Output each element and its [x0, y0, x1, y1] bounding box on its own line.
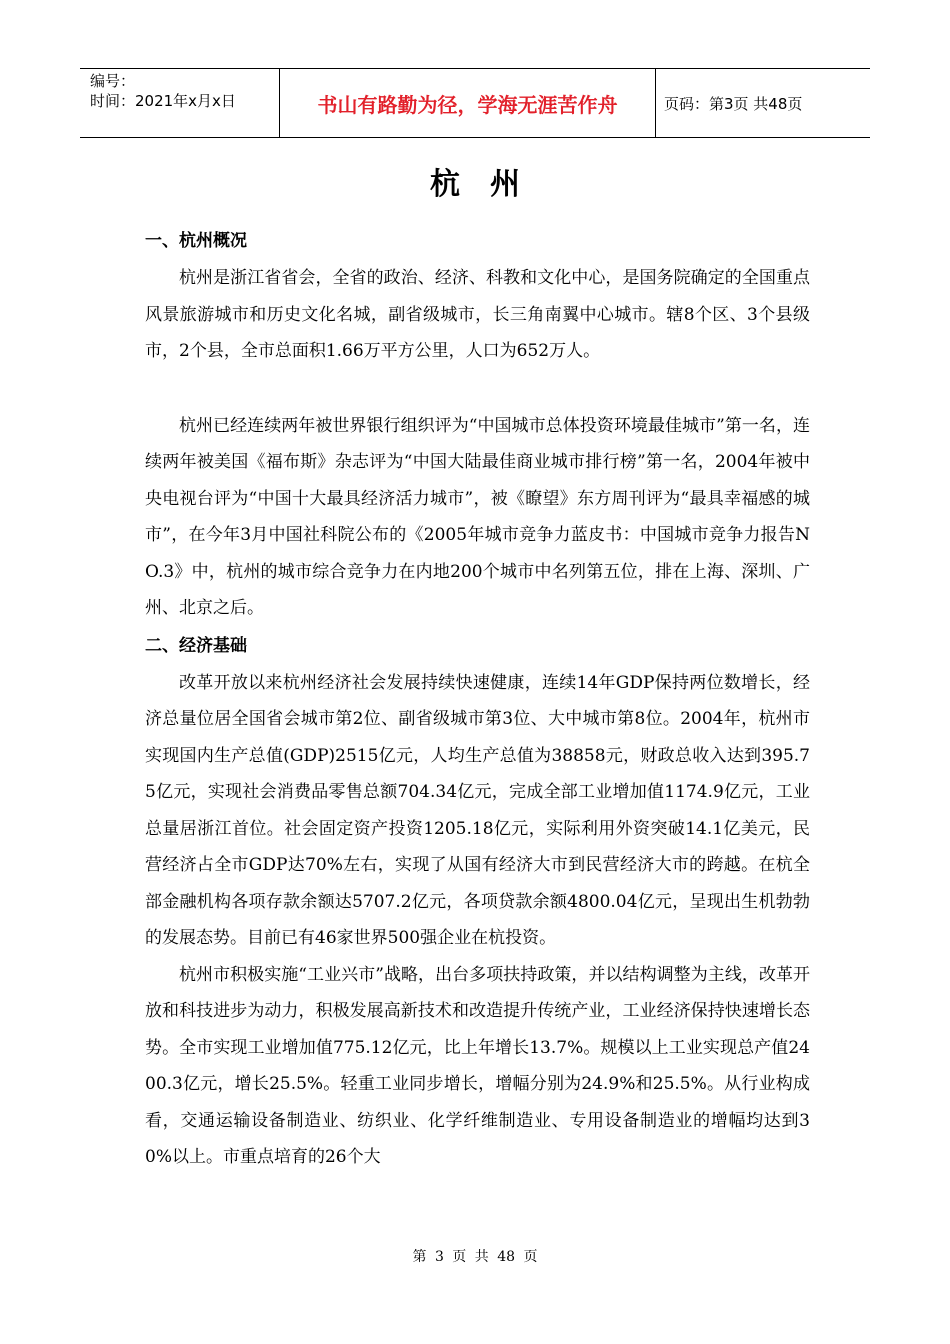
paragraph-spacer — [145, 370, 810, 408]
header-meta — [80, 69, 280, 137]
document-date: 时间：2021年x月x日 — [90, 92, 236, 110]
document-title: 杭州 — [430, 167, 550, 202]
section-heading-economy: 二、经济基础 — [145, 635, 247, 656]
paragraph: 杭州已经连续两年被世界银行组织评为“中国城市总体投资环境最佳城市”第一名，连续两年被美国《福布斯》杂志评为“中国大陆最佳商业城市排行榜”第一名，2004年被中央电视台评为“中国十大最具经济活力城市”，被《瞭望》东方周刊评为“最具幸福感的城市”，在今年3月中国社科院公布的《2005年城市竞争力蓝皮书：中国城市竞争力报告NO.3》中，杭州的城市综合竞争力在内地200个城市中名列第五位，排在上海、深圳、广州、北京之后。 — [145, 415, 810, 618]
section-heading-overview: 一、杭州概况 — [145, 231, 247, 251]
page-header — [80, 68, 870, 138]
paragraph: 改革开放以来杭州经济社会发展持续快速健康，连续14年GDP保持两位数增长，经济总量位居全国省会城市第2位、副省级城市第3位、大中城市第8位。2004年，杭州市实现国内生产总值(GDP)2515亿元，人均生产总值为38858元，财政总收入达到395.75亿元，实现社会消费品零售总额704.34亿元，完成全部工业增加值1174.9亿元，工业总量居浙江首位。社会固定资产投资1205.18亿元，实际利用外资突破14.1亿美元，民营经济占全市GDP达70%左右，实现了从国有经济大市到民营经济大市的跨越。在杭全部金融机构各项存款余额达5707.2亿元，各项贷款余额4800.04亿元，呈现出生机勃勃的发展态势。目前已有46家世界500强企业在杭投资。 — [145, 672, 810, 948]
page-footer: 第 3 页 共 48 页 — [412, 1249, 538, 1265]
document-body — [145, 222, 810, 1176]
paragraph: 杭州是浙江省省会，全省的政治、经济、科教和文化中心，是国务院确定的全国重点风景旅游城市和历史文化名城，副省级城市，长三角南翼中心城市。辖8个区、3个县级市，2个县，全市总面积1.66万平方公里，人口为652万人。 — [145, 268, 810, 361]
header-page-number: 页码：第3页 共48页 — [664, 94, 803, 113]
paragraph: 杭州市积极实施“工业兴市”战略，出台多项扶持政策，并以结构调整为主线，改革开放和科技进步为动力，积极发展高新技术和改造提升传统产业，工业经济保持快速增长态势。全市实现工业增加值775.12亿元，比上年增长13.7%。规模以上工业实现总产值2400.3亿元，增长25.5%。轻重工业同步增长，增幅分别为24.9%和25.5%。从行业构成看，交通运输设备制造业、纺织业、化学纤维制造业、专用设备制造业的增幅均达到30%以上。市重点培育的26个大 — [145, 964, 810, 1167]
document-number: 编号： — [90, 72, 136, 90]
header-motto: 书山有路勤为径，学海无涯苦作舟 — [280, 69, 656, 137]
